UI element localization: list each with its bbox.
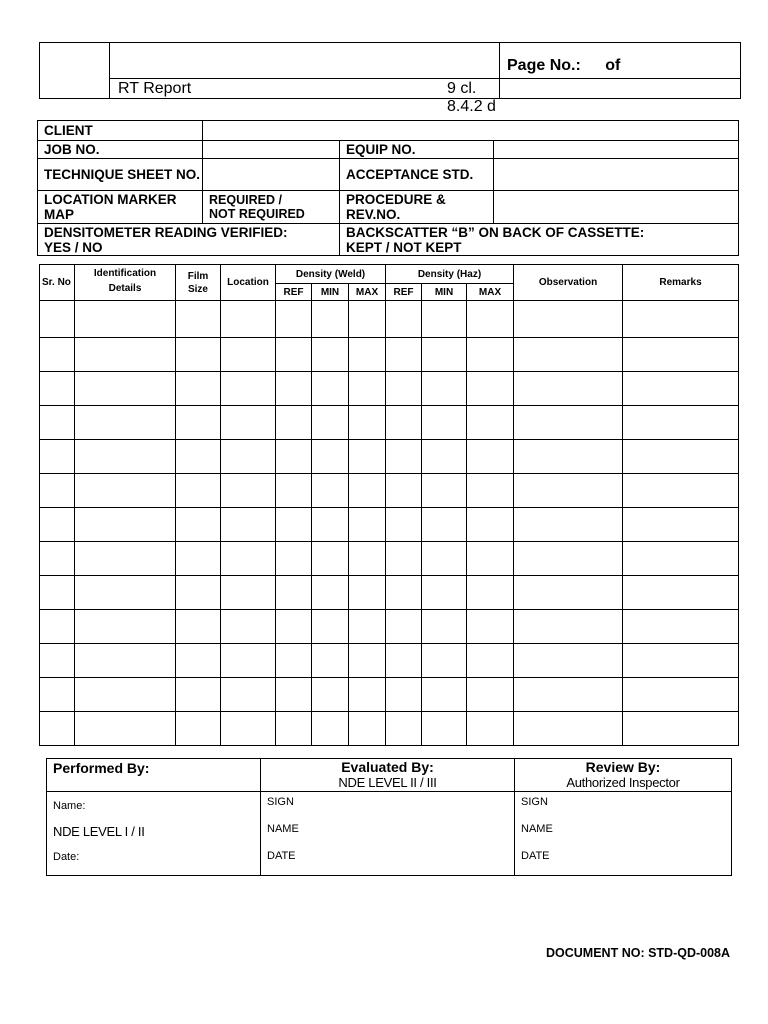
page-number <box>500 43 741 79</box>
col-observation: Observation <box>514 265 623 301</box>
table-cell[interactable] <box>349 576 386 610</box>
table-cell[interactable] <box>623 301 739 338</box>
table-cell[interactable] <box>276 338 312 372</box>
required-option[interactable] <box>203 191 340 224</box>
table-cell[interactable] <box>386 440 422 474</box>
evaluator-details[interactable] <box>261 792 515 876</box>
client-label: CLIENT <box>38 121 203 141</box>
table-cell[interactable] <box>623 508 739 542</box>
weld-max: MAX <box>349 284 386 301</box>
reviewer-date: DATE <box>521 850 550 862</box>
table-cell[interactable] <box>422 301 467 338</box>
table-cell[interactable] <box>623 406 739 440</box>
table-row <box>40 678 739 712</box>
table-row <box>40 372 739 406</box>
table-cell[interactable] <box>349 712 386 746</box>
table-cell[interactable] <box>349 406 386 440</box>
table-row <box>40 610 739 644</box>
table-cell[interactable] <box>276 678 312 712</box>
table-cell[interactable] <box>276 372 312 406</box>
table-cell[interactable] <box>386 576 422 610</box>
table-cell[interactable] <box>75 301 176 338</box>
signature-block <box>46 758 732 876</box>
table-row <box>40 338 739 372</box>
table-cell[interactable] <box>623 610 739 644</box>
densitometer-verified[interactable] <box>38 224 340 256</box>
table-cell[interactable] <box>514 474 623 508</box>
table-cell[interactable] <box>467 301 514 338</box>
table-cell[interactable] <box>221 576 276 610</box>
table-cell[interactable] <box>221 440 276 474</box>
table-cell[interactable] <box>467 508 514 542</box>
equip-no-value[interactable] <box>494 141 739 159</box>
table-cell[interactable] <box>312 644 349 678</box>
table-cell[interactable] <box>75 440 176 474</box>
table-cell[interactable] <box>349 338 386 372</box>
table-cell[interactable] <box>422 440 467 474</box>
table-cell[interactable] <box>40 440 75 474</box>
table-cell[interactable] <box>514 301 623 338</box>
table-cell[interactable] <box>467 610 514 644</box>
table-cell[interactable] <box>221 508 276 542</box>
table-cell[interactable] <box>276 406 312 440</box>
col-identification <box>75 265 176 301</box>
table-cell[interactable] <box>40 372 75 406</box>
table-row <box>40 440 739 474</box>
table-cell[interactable] <box>422 372 467 406</box>
review-role: Authorized Inspector <box>566 775 680 790</box>
haz-max: MAX <box>467 284 514 301</box>
table-cell[interactable] <box>514 610 623 644</box>
report-title-cell <box>110 79 500 115</box>
weld-ref: REF <box>276 284 312 301</box>
table-cell[interactable] <box>514 712 623 746</box>
table-cell[interactable] <box>386 301 422 338</box>
job-no-value[interactable] <box>203 141 340 159</box>
table-cell[interactable] <box>40 301 75 338</box>
table-cell[interactable] <box>276 576 312 610</box>
table-cell[interactable] <box>623 440 739 474</box>
evaluated-by-label: Evaluated By: <box>341 759 434 775</box>
table-cell[interactable] <box>386 372 422 406</box>
table-row <box>40 474 739 508</box>
table-cell[interactable] <box>386 508 422 542</box>
identification-text: Identification <box>93 268 157 279</box>
size-text: Size <box>187 283 208 295</box>
table-cell[interactable] <box>467 678 514 712</box>
table-cell[interactable] <box>386 678 422 712</box>
review-by-label: Review By: <box>585 759 661 775</box>
table-cell[interactable] <box>422 610 467 644</box>
table-cell[interactable] <box>221 338 276 372</box>
weld-min: MIN <box>312 284 349 301</box>
table-cell[interactable] <box>40 610 75 644</box>
table-cell[interactable] <box>221 678 276 712</box>
table-cell[interactable] <box>40 338 75 372</box>
table-cell[interactable] <box>386 338 422 372</box>
haz-min: MIN <box>422 284 467 301</box>
table-cell[interactable] <box>75 508 176 542</box>
table-cell[interactable] <box>75 576 176 610</box>
table-cell[interactable] <box>623 474 739 508</box>
table-row <box>40 542 739 576</box>
table-cell[interactable] <box>514 406 623 440</box>
table-cell[interactable] <box>221 406 276 440</box>
evaluated-level: NDE LEVEL II / III <box>338 775 437 790</box>
reviewer-name: NAME <box>521 823 553 835</box>
table-cell[interactable] <box>221 301 276 338</box>
table-cell[interactable] <box>221 542 276 576</box>
table-cell[interactable] <box>276 474 312 508</box>
table-cell[interactable] <box>422 474 467 508</box>
nde-level-label: NDE LEVEL I / II <box>53 824 145 839</box>
table-cell[interactable] <box>514 338 623 372</box>
table-cell[interactable] <box>422 542 467 576</box>
table-cell[interactable] <box>467 372 514 406</box>
table-cell[interactable] <box>623 678 739 712</box>
table-cell[interactable] <box>176 440 221 474</box>
date-label: Date: <box>53 851 80 863</box>
table-cell[interactable] <box>176 576 221 610</box>
backscatter-options: KEPT / NOT KEPT <box>346 239 462 255</box>
table-row <box>40 508 739 542</box>
table-cell[interactable] <box>422 576 467 610</box>
table-cell[interactable] <box>176 508 221 542</box>
table-cell[interactable] <box>276 712 312 746</box>
table-cell[interactable] <box>514 508 623 542</box>
table-cell[interactable] <box>176 712 221 746</box>
table-cell[interactable] <box>176 474 221 508</box>
table-cell[interactable] <box>221 712 276 746</box>
table-cell[interactable] <box>40 542 75 576</box>
table-cell[interactable] <box>422 678 467 712</box>
table-cell[interactable] <box>386 712 422 746</box>
radiography-table <box>39 264 739 746</box>
table-cell[interactable] <box>176 678 221 712</box>
table-cell[interactable] <box>276 508 312 542</box>
details-text: Details <box>108 283 142 294</box>
col-density-weld: Density (Weld) <box>276 265 386 284</box>
evaluator-name: NAME <box>267 823 299 835</box>
table-cell[interactable] <box>40 712 75 746</box>
table-cell[interactable] <box>467 542 514 576</box>
table-row <box>40 644 739 678</box>
table-cell[interactable] <box>176 372 221 406</box>
col-remarks: Remarks <box>623 265 739 301</box>
procedure-value[interactable] <box>494 191 739 224</box>
table-cell[interactable] <box>623 372 739 406</box>
densitometer-text: DENSITOMETER READING VERIFIED: <box>44 224 288 240</box>
table-cell[interactable] <box>312 338 349 372</box>
name-label: Name: <box>53 800 86 812</box>
table-cell[interactable] <box>514 542 623 576</box>
table-cell[interactable] <box>467 474 514 508</box>
table-cell[interactable] <box>40 678 75 712</box>
performed-by-cell <box>47 759 261 792</box>
table-cell[interactable] <box>623 644 739 678</box>
table-row <box>40 712 739 746</box>
table-cell[interactable] <box>349 678 386 712</box>
table-cell[interactable] <box>75 712 176 746</box>
report-header <box>39 42 741 115</box>
table-cell[interactable] <box>221 372 276 406</box>
table-cell[interactable] <box>221 474 276 508</box>
location-marker-label: LOCATION MARKER MAP <box>38 191 203 224</box>
table-cell[interactable] <box>467 712 514 746</box>
review-by-cell <box>515 759 732 792</box>
logo-cell <box>40 43 110 99</box>
backscatter-check[interactable] <box>340 224 739 256</box>
client-value[interactable] <box>203 121 739 141</box>
table-cell[interactable] <box>40 406 75 440</box>
table-cell[interactable] <box>386 610 422 644</box>
acceptance-std-value[interactable] <box>494 159 739 191</box>
table-cell[interactable] <box>312 678 349 712</box>
table-cell[interactable] <box>176 542 221 576</box>
table-cell[interactable] <box>75 338 176 372</box>
table-cell[interactable] <box>312 712 349 746</box>
table-cell[interactable] <box>467 440 514 474</box>
table-cell[interactable] <box>276 542 312 576</box>
table-cell[interactable] <box>312 474 349 508</box>
col-density-haz: Density (Haz) <box>386 265 514 284</box>
table-cell[interactable] <box>349 474 386 508</box>
table-cell[interactable] <box>514 440 623 474</box>
page-no-label: Page No.: <box>507 56 581 74</box>
table-cell[interactable] <box>75 678 176 712</box>
of-label: of <box>605 56 621 74</box>
evaluator-date: DATE <box>267 850 296 862</box>
evaluated-by-cell <box>261 759 515 792</box>
table-cell[interactable] <box>386 474 422 508</box>
company-name-cell <box>110 43 500 79</box>
table-cell[interactable] <box>176 406 221 440</box>
table-cell[interactable] <box>349 440 386 474</box>
table-cell[interactable] <box>176 610 221 644</box>
table-cell[interactable] <box>467 576 514 610</box>
col-film-size <box>176 265 221 301</box>
col-location: Location <box>221 265 276 301</box>
table-cell[interactable] <box>312 406 349 440</box>
table-cell[interactable] <box>386 542 422 576</box>
table-cell[interactable] <box>40 508 75 542</box>
reviewer-details[interactable] <box>515 792 732 876</box>
table-cell[interactable] <box>386 406 422 440</box>
header-blank-cell <box>500 79 741 99</box>
table-cell[interactable] <box>312 542 349 576</box>
backscatter-text: BACKSCATTER “B” ON BACK OF CASSETTE: <box>346 224 645 240</box>
table-row <box>40 301 739 338</box>
table-cell[interactable] <box>514 372 623 406</box>
table-cell[interactable] <box>176 644 221 678</box>
technique-sheet-value[interactable] <box>203 159 340 191</box>
table-cell[interactable] <box>312 576 349 610</box>
table-cell[interactable] <box>75 644 176 678</box>
table-cell[interactable] <box>422 338 467 372</box>
table-cell[interactable] <box>623 542 739 576</box>
table-cell[interactable] <box>40 474 75 508</box>
report-clause: 9 cl. 8.4.2 d <box>447 79 496 115</box>
table-cell[interactable] <box>349 610 386 644</box>
table-cell[interactable] <box>623 576 739 610</box>
table-cell[interactable] <box>276 644 312 678</box>
table-cell[interactable] <box>467 644 514 678</box>
evaluator-sign: SIGN <box>267 796 294 808</box>
table-cell[interactable] <box>176 301 221 338</box>
required-text: REQUIRED / <box>209 193 282 207</box>
table-cell[interactable] <box>623 712 739 746</box>
table-cell[interactable] <box>75 406 176 440</box>
film-text: Film <box>187 270 209 282</box>
table-cell[interactable] <box>75 610 176 644</box>
densitometer-options: YES / NO <box>44 239 103 255</box>
table-row <box>40 406 739 440</box>
table-cell[interactable] <box>312 508 349 542</box>
table-cell[interactable] <box>623 338 739 372</box>
table-cell[interactable] <box>75 372 176 406</box>
report-title: RT Report <box>118 79 192 97</box>
table-cell[interactable] <box>386 644 422 678</box>
performer-details[interactable] <box>47 792 261 876</box>
procedure-label: PROCEDURE & REV.NO. <box>340 191 494 224</box>
table-cell[interactable] <box>467 338 514 372</box>
table-cell[interactable] <box>276 440 312 474</box>
acceptance-std-label: ACCEPTANCE STD. <box>340 159 494 191</box>
table-cell[interactable] <box>422 508 467 542</box>
table-cell[interactable] <box>312 301 349 338</box>
table-cell[interactable] <box>276 301 312 338</box>
table-cell[interactable] <box>514 644 623 678</box>
col-sr-no: Sr. No <box>40 265 75 301</box>
table-cell[interactable] <box>422 712 467 746</box>
table-row <box>40 576 739 610</box>
table-cell[interactable] <box>40 644 75 678</box>
table-cell[interactable] <box>312 610 349 644</box>
table-cell[interactable] <box>40 576 75 610</box>
table-cell[interactable] <box>467 406 514 440</box>
haz-ref: REF <box>386 284 422 301</box>
table-cell[interactable] <box>514 678 623 712</box>
reviewer-sign: SIGN <box>521 796 548 808</box>
table-cell[interactable] <box>349 542 386 576</box>
technique-sheet-label: TECHNIQUE SHEET NO. <box>38 159 203 191</box>
table-cell[interactable] <box>75 474 176 508</box>
document-number: DOCUMENT NO: STD-QD-008A <box>546 946 731 960</box>
table-cell[interactable] <box>422 406 467 440</box>
table-cell[interactable] <box>75 542 176 576</box>
job-info-table <box>37 120 739 256</box>
performed-by-label: Performed By: <box>53 760 150 776</box>
equip-no-label: EQUIP NO. <box>340 141 494 159</box>
table-cell[interactable] <box>176 338 221 372</box>
table-cell[interactable] <box>276 610 312 644</box>
table-cell[interactable] <box>514 576 623 610</box>
table-cell[interactable] <box>312 372 349 406</box>
not-required-text: NOT REQUIRED <box>209 207 305 221</box>
table-cell[interactable] <box>349 301 386 338</box>
table-cell[interactable] <box>312 440 349 474</box>
table-cell[interactable] <box>349 644 386 678</box>
table-cell[interactable] <box>349 508 386 542</box>
table-cell[interactable] <box>422 644 467 678</box>
table-cell[interactable] <box>221 644 276 678</box>
table-cell[interactable] <box>349 372 386 406</box>
table-cell[interactable] <box>221 610 276 644</box>
job-no-label: JOB NO. <box>38 141 203 159</box>
